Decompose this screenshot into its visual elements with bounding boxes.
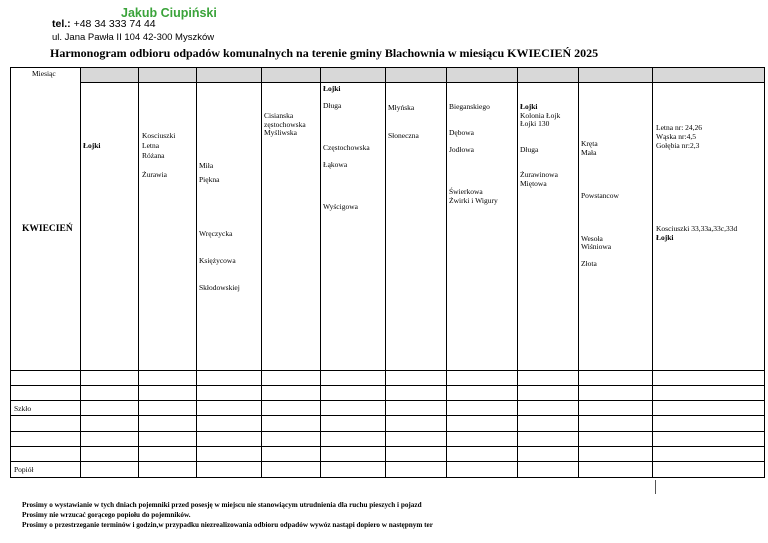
column-6 [388, 103, 419, 141]
column-9 [581, 140, 619, 269]
street-entry: Kolonia Łojk [520, 110, 561, 120]
street-entry: Łojki [323, 84, 341, 93]
street-entry: Częstochowska [323, 142, 370, 152]
table-gridline [764, 67, 765, 478]
table-gridline [10, 385, 765, 386]
street-entry: Żwirki i Wigury [449, 195, 498, 205]
phone-number: +48 34 333 74 44 [70, 18, 156, 30]
column-7 [449, 103, 498, 205]
street-entry: Miętowa [520, 178, 547, 188]
table-gridline [385, 67, 386, 478]
month-name: KWIECIEŃ [22, 224, 73, 234]
header-row-shade [81, 68, 765, 82]
street-entry: Księżycowa [199, 255, 236, 265]
phone-line [52, 18, 156, 30]
table-gridline [10, 370, 765, 371]
table-gridline [10, 461, 765, 462]
street-entry: Skłodowskiej [199, 282, 240, 292]
street-entry: Łąkowa [323, 159, 348, 169]
table-gridline [10, 446, 765, 447]
street-entry: Młyńska [388, 103, 415, 112]
street-entry: Kosciuszki [142, 131, 176, 140]
street-entry: Powstancow [581, 190, 619, 200]
street-entry: Jodłowa [449, 144, 474, 154]
street-entry: Wiśniowa [581, 242, 612, 252]
street-entry: Bieganskiego [449, 102, 490, 111]
street-entry: Słoneczna [388, 131, 419, 141]
document-title: Harmonogram odbioru odpadów komunalnych na terenie gminy Blachownia w miesiącu KWIECIEŃ 2025 [50, 46, 599, 60]
street-entry: Dębowa [449, 127, 474, 137]
month-header: Miesiąc [32, 69, 56, 78]
street-entry [142, 160, 175, 170]
table-gridline [196, 67, 197, 478]
street-entry: Wąska nr:4,5 [656, 132, 696, 142]
street-entry: Łojki [83, 141, 101, 150]
table-gridline [578, 67, 579, 478]
street-entry: Myśliwska [264, 128, 297, 137]
street-entry: Wręczycka [199, 228, 233, 238]
column-4 [264, 112, 306, 138]
street-entry: Żurawinowa [520, 170, 558, 179]
column-2 [142, 131, 175, 180]
street-entry: Łojki 130 [520, 119, 550, 128]
street-entry: Kręta [581, 139, 598, 148]
table-gridline [80, 82, 765, 83]
company-name: Jakub Ciupiński [121, 6, 217, 20]
row-label-ash: Popiół [14, 465, 34, 474]
column-5 [323, 85, 370, 211]
note-line: Prosimy o wystawianie w tych dniach pojemniki przed posesję w miejscu nie stanowiącym utrudnienia dla ruchu pieszych i pojazd [22, 501, 422, 509]
street-entry: Żurawia [142, 170, 167, 180]
street-entry: Letna [142, 140, 160, 150]
column-10 [656, 123, 737, 243]
street-entry: Kosciuszki 33,33a,33c,33d [656, 224, 738, 234]
street-entry: Cisianska [264, 111, 294, 120]
table-gridline [10, 431, 765, 432]
schedule-table [10, 67, 765, 478]
street-entry: Wesoła [581, 233, 603, 243]
table-gridline [652, 67, 653, 478]
street-entry: Piękna [199, 174, 220, 184]
phone-label: tel.: [52, 18, 71, 30]
street-entry: zęstochowska [264, 119, 306, 129]
table-gridline [320, 67, 321, 478]
street-entry: Wyścigowa [323, 201, 358, 211]
note-line: Prosimy o przestrzeganie terminów i godzin,w przypadku niezrealizowania odbioru odpadów wywóz nastąpi dopiero w następnym ter [22, 521, 433, 529]
table-gridline [10, 415, 765, 416]
street-entry: Świerkowa [449, 187, 483, 196]
table-gridline [261, 67, 262, 478]
street-entry: Łojki [656, 233, 674, 243]
table-gridline [80, 67, 81, 478]
street-entry: Długa [520, 144, 539, 154]
table-gridline [10, 67, 11, 478]
street-entry: Różana [142, 150, 165, 160]
row-label-glass: Szkło [14, 404, 32, 413]
column-1 [83, 141, 101, 151]
street-entry: Gołębia nr:2,3 [656, 141, 700, 151]
street-entry: Złota [581, 259, 597, 269]
column-8 [520, 103, 560, 188]
table-gridline [446, 67, 447, 478]
company-address: ul. Jana Pawła II 104 42-300 Myszków [52, 32, 215, 43]
cursor-mark [655, 480, 656, 494]
table-gridline [138, 67, 139, 478]
street-entry: Letna nr: 24,26 [656, 123, 703, 132]
column-3 [199, 159, 240, 294]
note-line: Prosimy nie wrzucać gorącego popiołu do pojemników. [22, 511, 191, 519]
table-gridline [10, 400, 765, 401]
street-entry: Łojki [520, 102, 538, 111]
street-entry: Mała [581, 147, 597, 157]
table-gridline [517, 67, 518, 478]
street-entry: Miła [199, 161, 214, 170]
street-entry: Długa [323, 100, 342, 110]
